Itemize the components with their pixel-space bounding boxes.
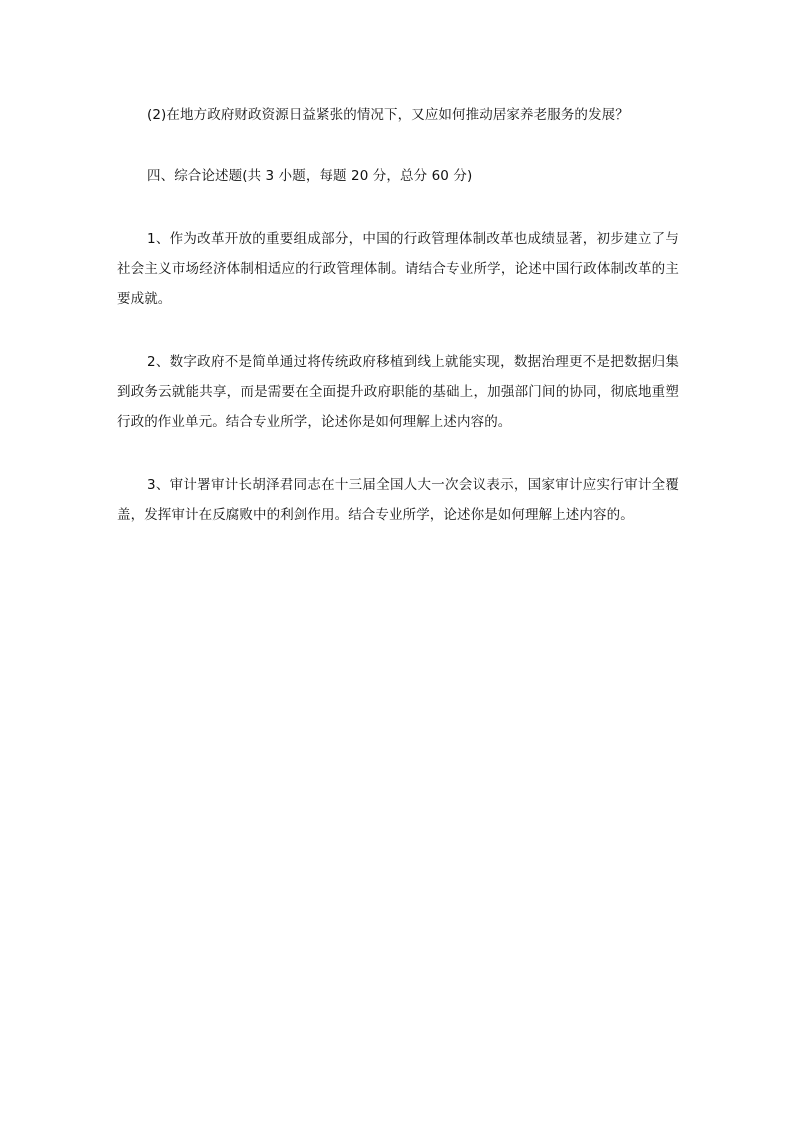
question-2-2: (2)在地方政府财政资源日益紧张的情况下，又应如何推动居家养老服务的发展？ — [147, 107, 629, 123]
document-body — [117, 100, 679, 530]
section-heading-comprehensive-essay: 四、综合论述题(共 3 小题，每题 20 分，总分 60 分) — [147, 168, 473, 184]
essay-question-2: 2、数字政府不是简单通过将传统政府移植到线上就能实现，数据治理更不是把数据归集到政务云就能共享，而是需要在全面提升政府职能的基础上，加强部门间的协同，彻底地重塑行政的作业单元。结合专业所学，论述你是如何理解上述内容的。 — [117, 354, 679, 430]
essay-question-1: 1、作为改革开放的重要组成部分，中国的行政管理体制改革也成绩显著，初步建立了与社会主义市场经济体制相适应的行政管理体制。请结合专业所学，论述中国行政体制改革的主要成就。 — [117, 231, 679, 307]
essay-question-3: 3、审计署审计长胡泽君同志在十三届全国人大一次会议表示，国家审计应实行审计全覆盖，发挥审计在反腐败中的利剑作用。结合专业所学，论述你是如何理解上述内容的。 — [117, 477, 679, 523]
